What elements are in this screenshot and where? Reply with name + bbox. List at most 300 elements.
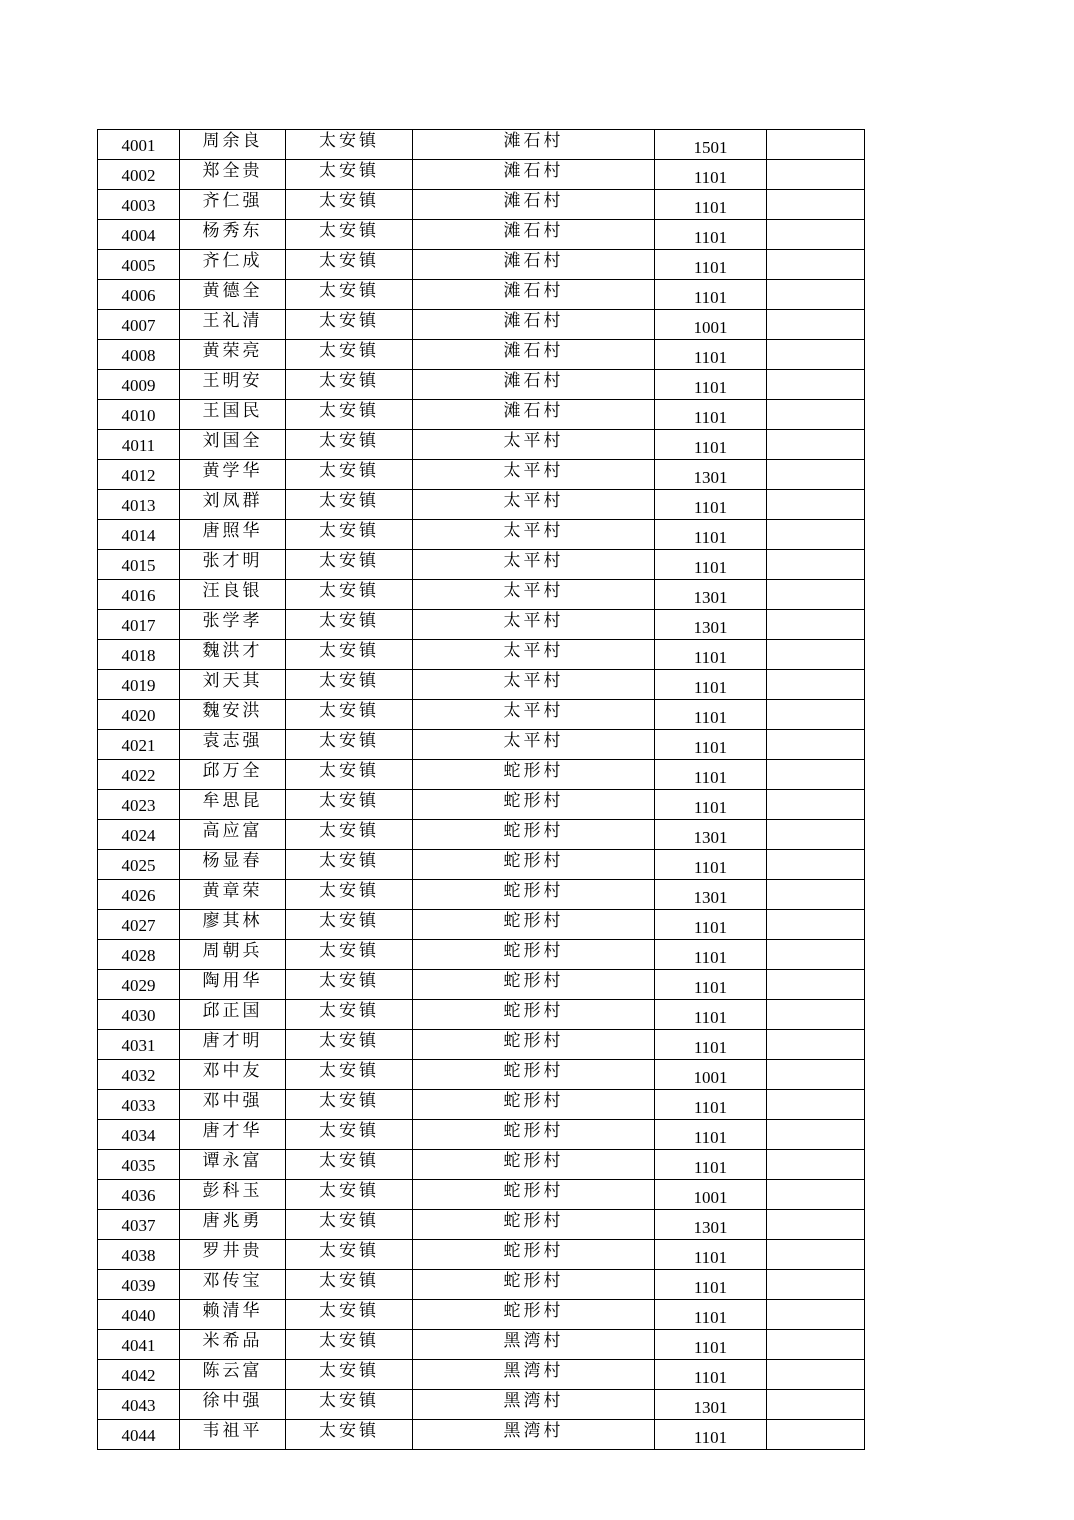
town-cell: 太安镇: [286, 1210, 413, 1240]
record-id-cell: 4025: [98, 850, 180, 880]
table-row: [98, 190, 865, 220]
code-cell: 1101: [655, 850, 767, 880]
village-cell: 蛇形村: [413, 1030, 655, 1060]
person-name-cell: 黄荣亮: [180, 340, 286, 370]
village-cell: 蛇形村: [413, 880, 655, 910]
person-name-cell: 廖其林: [180, 910, 286, 940]
town-cell: 太安镇: [286, 1060, 413, 1090]
table-row: [98, 790, 865, 820]
town-cell: 太安镇: [286, 160, 413, 190]
town-cell: 太安镇: [286, 790, 413, 820]
code-cell: 1301: [655, 1210, 767, 1240]
person-name-cell: 袁志强: [180, 730, 286, 760]
town-cell: 太安镇: [286, 850, 413, 880]
code-cell: 1101: [655, 1090, 767, 1120]
person-name-cell: 罗井贵: [180, 1240, 286, 1270]
village-cell: 蛇形村: [413, 1240, 655, 1270]
record-id-cell: 4043: [98, 1390, 180, 1420]
person-name-cell: 齐仁强: [180, 190, 286, 220]
person-name-cell: 陶用华: [180, 970, 286, 1000]
note-cell: [767, 850, 865, 880]
town-cell: 太安镇: [286, 460, 413, 490]
table-row: [98, 1270, 865, 1300]
town-cell: 太安镇: [286, 1180, 413, 1210]
table-row: [98, 580, 865, 610]
town-cell: 太安镇: [286, 1090, 413, 1120]
record-id-cell: 4020: [98, 700, 180, 730]
note-cell: [767, 1300, 865, 1330]
village-cell: 太平村: [413, 610, 655, 640]
person-name-cell: 唐才明: [180, 1030, 286, 1060]
village-cell: 太平村: [413, 640, 655, 670]
code-cell: 1101: [655, 550, 767, 580]
village-cell: 滩石村: [413, 220, 655, 250]
person-name-cell: 唐兆勇: [180, 1210, 286, 1240]
village-cell: 滩石村: [413, 130, 655, 160]
record-id-cell: 4005: [98, 250, 180, 280]
town-cell: 太安镇: [286, 1360, 413, 1390]
code-cell: 1101: [655, 340, 767, 370]
person-name-cell: 魏洪才: [180, 640, 286, 670]
code-cell: 1101: [655, 1330, 767, 1360]
record-id-cell: 4022: [98, 760, 180, 790]
town-cell: 太安镇: [286, 1420, 413, 1450]
table-row: [98, 850, 865, 880]
note-cell: [767, 460, 865, 490]
note-cell: [767, 1120, 865, 1150]
note-cell: [767, 670, 865, 700]
table-row: [98, 1150, 865, 1180]
village-cell: 蛇形村: [413, 1210, 655, 1240]
town-cell: 太安镇: [286, 280, 413, 310]
note-cell: [767, 820, 865, 850]
town-cell: 太安镇: [286, 730, 413, 760]
code-cell: 1101: [655, 520, 767, 550]
person-name-cell: 王礼清: [180, 310, 286, 340]
code-cell: 1301: [655, 580, 767, 610]
code-cell: 1101: [655, 1360, 767, 1390]
record-id-cell: 4034: [98, 1120, 180, 1150]
record-id-cell: 4042: [98, 1360, 180, 1390]
note-cell: [767, 1270, 865, 1300]
code-cell: 1101: [655, 1150, 767, 1180]
town-cell: 太安镇: [286, 1000, 413, 1030]
town-cell: 太安镇: [286, 1330, 413, 1360]
person-name-cell: 高应富: [180, 820, 286, 850]
village-cell: 太平村: [413, 700, 655, 730]
village-cell: 蛇形村: [413, 1000, 655, 1030]
code-cell: 1101: [655, 1300, 767, 1330]
table-row: [98, 1420, 865, 1450]
note-cell: [767, 1150, 865, 1180]
person-name-cell: 张学孝: [180, 610, 286, 640]
person-name-cell: 王国民: [180, 400, 286, 430]
village-cell: 蛇形村: [413, 1180, 655, 1210]
village-cell: 滩石村: [413, 280, 655, 310]
table-row: [98, 1390, 865, 1420]
village-cell: 太平村: [413, 460, 655, 490]
record-id-cell: 4019: [98, 670, 180, 700]
record-id-cell: 4011: [98, 430, 180, 460]
town-cell: 太安镇: [286, 550, 413, 580]
town-cell: 太安镇: [286, 1300, 413, 1330]
village-cell: 蛇形村: [413, 910, 655, 940]
village-cell: 蛇形村: [413, 1090, 655, 1120]
table-row: [98, 940, 865, 970]
code-cell: 1101: [655, 1270, 767, 1300]
note-cell: [767, 1060, 865, 1090]
table-row: [98, 1090, 865, 1120]
code-cell: 1101: [655, 730, 767, 760]
table-row: [98, 730, 865, 760]
note-cell: [767, 490, 865, 520]
village-cell: 太平村: [413, 430, 655, 460]
town-cell: 太安镇: [286, 880, 413, 910]
person-name-cell: 杨秀东: [180, 220, 286, 250]
code-cell: 1101: [655, 400, 767, 430]
village-cell: 黑湾村: [413, 1330, 655, 1360]
code-cell: 1101: [655, 940, 767, 970]
town-cell: 太安镇: [286, 340, 413, 370]
table-row: [98, 490, 865, 520]
person-name-cell: 黄学华: [180, 460, 286, 490]
note-cell: [767, 580, 865, 610]
record-id-cell: 4017: [98, 610, 180, 640]
town-cell: 太安镇: [286, 430, 413, 460]
record-id-cell: 4013: [98, 490, 180, 520]
note-cell: [767, 220, 865, 250]
code-cell: 1301: [655, 820, 767, 850]
record-id-cell: 4032: [98, 1060, 180, 1090]
code-cell: 1301: [655, 460, 767, 490]
person-name-cell: 邓中友: [180, 1060, 286, 1090]
code-cell: 1001: [655, 310, 767, 340]
person-name-cell: 唐才华: [180, 1120, 286, 1150]
village-cell: 滩石村: [413, 400, 655, 430]
code-cell: 1301: [655, 880, 767, 910]
table-row: [98, 250, 865, 280]
record-id-cell: 4001: [98, 130, 180, 160]
table-row: [98, 820, 865, 850]
note-cell: [767, 130, 865, 160]
table-row: [98, 640, 865, 670]
record-id-cell: 4010: [98, 400, 180, 430]
note-cell: [767, 550, 865, 580]
person-name-cell: 王明安: [180, 370, 286, 400]
town-cell: 太安镇: [286, 1150, 413, 1180]
town-cell: 太安镇: [286, 130, 413, 160]
table-row: [98, 910, 865, 940]
record-id-cell: 4039: [98, 1270, 180, 1300]
record-id-cell: 4041: [98, 1330, 180, 1360]
record-id-cell: 4026: [98, 880, 180, 910]
village-cell: 蛇形村: [413, 1120, 655, 1150]
code-cell: 1001: [655, 1060, 767, 1090]
code-cell: 1101: [655, 370, 767, 400]
village-cell: 太平村: [413, 520, 655, 550]
record-id-cell: 4033: [98, 1090, 180, 1120]
person-name-cell: 刘凤群: [180, 490, 286, 520]
village-cell: 蛇形村: [413, 1150, 655, 1180]
record-id-cell: 4023: [98, 790, 180, 820]
table-row: [98, 1240, 865, 1270]
village-cell: 蛇形村: [413, 790, 655, 820]
note-cell: [767, 1000, 865, 1030]
person-name-cell: 黄章荣: [180, 880, 286, 910]
record-id-cell: 4031: [98, 1030, 180, 1060]
note-cell: [767, 310, 865, 340]
person-name-cell: 汪良银: [180, 580, 286, 610]
village-cell: 滩石村: [413, 310, 655, 340]
village-cell: 太平村: [413, 550, 655, 580]
code-cell: 1101: [655, 160, 767, 190]
record-id-cell: 4008: [98, 340, 180, 370]
person-name-cell: 刘国全: [180, 430, 286, 460]
town-cell: 太安镇: [286, 940, 413, 970]
person-name-cell: 邱正国: [180, 1000, 286, 1030]
code-cell: 1101: [655, 760, 767, 790]
records-table: [97, 129, 865, 1450]
note-cell: [767, 1390, 865, 1420]
person-name-cell: 韦祖平: [180, 1420, 286, 1450]
record-id-cell: 4030: [98, 1000, 180, 1030]
town-cell: 太安镇: [286, 700, 413, 730]
record-id-cell: 4003: [98, 190, 180, 220]
table-row: [98, 760, 865, 790]
record-id-cell: 4021: [98, 730, 180, 760]
note-cell: [767, 1180, 865, 1210]
village-cell: 太平村: [413, 730, 655, 760]
table-row: [98, 1330, 865, 1360]
note-cell: [767, 1030, 865, 1060]
town-cell: 太安镇: [286, 400, 413, 430]
person-name-cell: 杨显春: [180, 850, 286, 880]
code-cell: 1101: [655, 430, 767, 460]
code-cell: 1101: [655, 250, 767, 280]
record-id-cell: 4014: [98, 520, 180, 550]
table-row: [98, 1210, 865, 1240]
table-row: [98, 340, 865, 370]
table-row: [98, 1180, 865, 1210]
town-cell: 太安镇: [286, 220, 413, 250]
code-cell: 1101: [655, 280, 767, 310]
village-cell: 蛇形村: [413, 1270, 655, 1300]
note-cell: [767, 970, 865, 1000]
note-cell: [767, 910, 865, 940]
village-cell: 蛇形村: [413, 850, 655, 880]
record-id-cell: 4029: [98, 970, 180, 1000]
table-row: [98, 1000, 865, 1030]
table-row: [98, 610, 865, 640]
town-cell: 太安镇: [286, 580, 413, 610]
table-row: [98, 310, 865, 340]
code-cell: 1101: [655, 1240, 767, 1270]
person-name-cell: 牟思昆: [180, 790, 286, 820]
person-name-cell: 郑全贵: [180, 160, 286, 190]
village-cell: 蛇形村: [413, 1300, 655, 1330]
table-row: [98, 1360, 865, 1390]
note-cell: [767, 340, 865, 370]
record-id-cell: 4027: [98, 910, 180, 940]
town-cell: 太安镇: [286, 1270, 413, 1300]
record-id-cell: 4007: [98, 310, 180, 340]
code-cell: 1101: [655, 910, 767, 940]
record-id-cell: 4009: [98, 370, 180, 400]
table-row: [98, 280, 865, 310]
note-cell: [767, 280, 865, 310]
record-id-cell: 4004: [98, 220, 180, 250]
code-cell: 1101: [655, 700, 767, 730]
town-cell: 太安镇: [286, 910, 413, 940]
person-name-cell: 周朝兵: [180, 940, 286, 970]
record-id-cell: 4016: [98, 580, 180, 610]
code-cell: 1301: [655, 610, 767, 640]
code-cell: 1101: [655, 1030, 767, 1060]
code-cell: 1101: [655, 220, 767, 250]
note-cell: [767, 250, 865, 280]
town-cell: 太安镇: [286, 520, 413, 550]
town-cell: 太安镇: [286, 1030, 413, 1060]
table-row: [98, 970, 865, 1000]
code-cell: 1101: [655, 670, 767, 700]
table-row: [98, 430, 865, 460]
person-name-cell: 米希品: [180, 1330, 286, 1360]
village-cell: 黑湾村: [413, 1390, 655, 1420]
village-cell: 滩石村: [413, 250, 655, 280]
town-cell: 太安镇: [286, 1120, 413, 1150]
code-cell: 1501: [655, 130, 767, 160]
record-id-cell: 4038: [98, 1240, 180, 1270]
table-row: [98, 550, 865, 580]
code-cell: 1101: [655, 640, 767, 670]
person-name-cell: 魏安洪: [180, 700, 286, 730]
note-cell: [767, 1420, 865, 1450]
town-cell: 太安镇: [286, 760, 413, 790]
table-row: [98, 1030, 865, 1060]
note-cell: [767, 160, 865, 190]
village-cell: 滩石村: [413, 370, 655, 400]
records-table-body: [98, 130, 865, 1450]
person-name-cell: 黄德全: [180, 280, 286, 310]
code-cell: 1301: [655, 1390, 767, 1420]
town-cell: 太安镇: [286, 820, 413, 850]
town-cell: 太安镇: [286, 610, 413, 640]
note-cell: [767, 1360, 865, 1390]
town-cell: 太安镇: [286, 370, 413, 400]
town-cell: 太安镇: [286, 970, 413, 1000]
person-name-cell: 谭永富: [180, 1150, 286, 1180]
table-row: [98, 220, 865, 250]
note-cell: [767, 610, 865, 640]
town-cell: 太安镇: [286, 1240, 413, 1270]
code-cell: 1101: [655, 1120, 767, 1150]
table-row: [98, 520, 865, 550]
person-name-cell: 邓传宝: [180, 1270, 286, 1300]
note-cell: [767, 730, 865, 760]
record-id-cell: 4018: [98, 640, 180, 670]
note-cell: [767, 370, 865, 400]
table-row: [98, 130, 865, 160]
code-cell: 1001: [655, 1180, 767, 1210]
code-cell: 1101: [655, 1420, 767, 1450]
note-cell: [767, 520, 865, 550]
record-id-cell: 4024: [98, 820, 180, 850]
note-cell: [767, 400, 865, 430]
person-name-cell: 徐中强: [180, 1390, 286, 1420]
person-name-cell: 唐照华: [180, 520, 286, 550]
code-cell: 1101: [655, 790, 767, 820]
town-cell: 太安镇: [286, 190, 413, 220]
village-cell: 蛇形村: [413, 820, 655, 850]
person-name-cell: 邱万全: [180, 760, 286, 790]
town-cell: 太安镇: [286, 1390, 413, 1420]
town-cell: 太安镇: [286, 640, 413, 670]
code-cell: 1101: [655, 490, 767, 520]
table-row: [98, 160, 865, 190]
village-cell: 蛇形村: [413, 940, 655, 970]
record-id-cell: 4044: [98, 1420, 180, 1450]
table-row: [98, 1120, 865, 1150]
village-cell: 滩石村: [413, 190, 655, 220]
table-row: [98, 370, 865, 400]
record-id-cell: 4035: [98, 1150, 180, 1180]
town-cell: 太安镇: [286, 670, 413, 700]
person-name-cell: 赖清华: [180, 1300, 286, 1330]
note-cell: [767, 190, 865, 220]
record-id-cell: 4036: [98, 1180, 180, 1210]
note-cell: [767, 760, 865, 790]
record-id-cell: 4040: [98, 1300, 180, 1330]
table-row: [98, 1300, 865, 1330]
code-cell: 1101: [655, 190, 767, 220]
person-name-cell: 张才明: [180, 550, 286, 580]
record-id-cell: 4006: [98, 280, 180, 310]
town-cell: 太安镇: [286, 310, 413, 340]
note-cell: [767, 940, 865, 970]
record-id-cell: 4028: [98, 940, 180, 970]
table-row: [98, 1060, 865, 1090]
person-name-cell: 刘天其: [180, 670, 286, 700]
village-cell: 太平村: [413, 580, 655, 610]
village-cell: 黑湾村: [413, 1360, 655, 1390]
note-cell: [767, 880, 865, 910]
table-row: [98, 700, 865, 730]
person-name-cell: 齐仁成: [180, 250, 286, 280]
note-cell: [767, 700, 865, 730]
person-name-cell: 邓中强: [180, 1090, 286, 1120]
village-cell: 蛇形村: [413, 1060, 655, 1090]
person-name-cell: 彭科玉: [180, 1180, 286, 1210]
record-id-cell: 4015: [98, 550, 180, 580]
village-cell: 蛇形村: [413, 760, 655, 790]
note-cell: [767, 1090, 865, 1120]
record-id-cell: 4012: [98, 460, 180, 490]
note-cell: [767, 640, 865, 670]
village-cell: 黑湾村: [413, 1420, 655, 1450]
code-cell: 1101: [655, 1000, 767, 1030]
record-id-cell: 4002: [98, 160, 180, 190]
person-name-cell: 陈云富: [180, 1360, 286, 1390]
village-cell: 太平村: [413, 490, 655, 520]
table-row: [98, 460, 865, 490]
town-cell: 太安镇: [286, 250, 413, 280]
note-cell: [767, 430, 865, 460]
village-cell: 太平村: [413, 670, 655, 700]
village-cell: 滩石村: [413, 160, 655, 190]
note-cell: [767, 1240, 865, 1270]
person-name-cell: 周余良: [180, 130, 286, 160]
town-cell: 太安镇: [286, 490, 413, 520]
